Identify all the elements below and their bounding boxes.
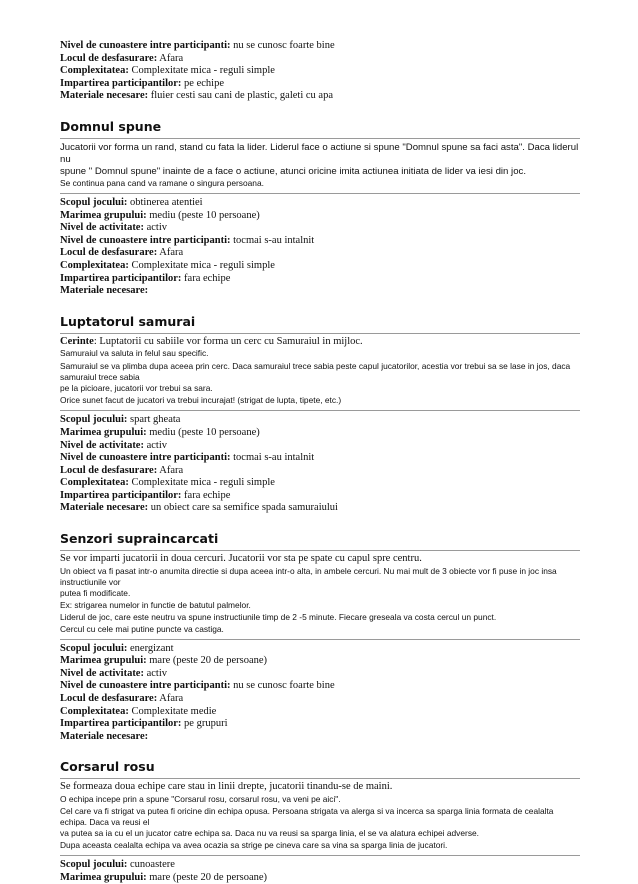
game-luptatorul-samurai	[60, 314, 580, 515]
game-senzori-supraincarcati	[60, 531, 580, 743]
divider	[60, 410, 580, 411]
game-title: Domnul spune	[60, 118, 162, 134]
meta-row: Materiale necesare: un obiect care sa semifice spada samuraiului	[60, 502, 338, 514]
game-notes: O echipa incepe prin a spune "Corsarul rosu, corsarul rosu, va veni pe aici". Cel care va fi strigat va putea fi oricine din echipa opusa. Persoana strigata va alerga si va incerca sa sparga linia formata de cealalta echipa. Daca va reusi el va putea sa ia cu el un jucator catre echipa sa. Daca nu va reusi sa sparga linia, el se va alatura echipei adverse. Dupa aceasta cealalta echipa va avea ocazia sa strige pe cineva care sa vina sa sparga linia de jucatori.	[60, 794, 554, 850]
meta-row: Impartirea participantilor: fara echipe	[60, 272, 231, 284]
game-meta	[60, 643, 580, 744]
game-intro: Cerinte: Luptatorii cu sabiile vor forma un cerc cu Samuraiul in mijloc.	[60, 335, 363, 347]
meta-row: Complexitatea: Complexitate medie	[60, 705, 217, 717]
meta-row: Materiale necesare:	[60, 730, 149, 742]
meta-row: Impartirea participantilor: pe echipe	[60, 77, 224, 89]
meta-row: Marimea grupului: mediu (peste 10 persoane)	[60, 209, 260, 221]
divider	[60, 550, 580, 551]
divider	[60, 193, 580, 194]
meta-row: Locul de desfasurare: Afara	[60, 52, 184, 64]
game-description: Jucatorii vor forma un rand, stand cu fata la lider. Liderul face o actiune si spune "Domnul spune sa faci asta". Daca liderul nu spune " Domnul spune" inainte de a face o actiune, atunci oricine imita actiunea initiata de lider va iesi din joc.	[60, 141, 579, 177]
divider	[60, 855, 580, 856]
meta-row: Complexitatea: Complexitate mica - reguli simple	[60, 65, 275, 77]
game-notes: Un obiect va fi pasat intr-o anumita directie si dupa aceea intr-o alta, in ambele cercuri. Nu mai mult de 3 obiecte vor fi puse in joc insa instructiunile vor putea fi modificate. Ex: strigarea numelor in functie de batutul palmelor. Liderul de joc, care este neutru va spune instructiunile timp de 2 -5 minute. Fiecare greseala va costa cercul un punct. Cercul cu cele mai putine puncte va castiga.	[60, 565, 557, 634]
game-intro: Se formeaza doua echipe care stau in linii drepte, jucatorii tinandu-se de maini.	[60, 781, 393, 793]
meta-row: Complexitatea: Complexitate mica - reguli simple	[60, 259, 275, 271]
meta-row: Marimea grupului: mediu (peste 10 persoane)	[60, 426, 260, 438]
meta-row: Impartirea participantilor: pe grupuri	[60, 718, 228, 730]
meta-row: Locul de desfasurare: Afara	[60, 693, 184, 705]
meta-row: Nivel de cunoastere intre participanti: tocmai s-au intalnit	[60, 234, 315, 246]
divider	[60, 138, 580, 139]
game-corsarul-rosu	[60, 759, 580, 884]
meta-row: Nivel de cunoastere intre participanti: nu se cunosc foarte bine	[60, 680, 335, 692]
divider	[60, 639, 580, 640]
game-intro: Se vor imparti jucatorii in doua cercuri. Jucatorii vor sta pe spate cu capul spre centru.	[60, 553, 422, 565]
meta-row: Nivel de activitate: activ	[60, 667, 168, 679]
divider	[60, 333, 580, 334]
meta-row: Impartirea participantilor: fara echipe	[60, 489, 231, 501]
game-meta	[60, 414, 580, 515]
meta-row: Nivel de activitate: activ	[60, 222, 168, 234]
game-domnul-spune	[60, 119, 580, 298]
divider	[60, 778, 580, 779]
game-title: Corsarul rosu	[60, 759, 155, 775]
meta-row: Materiale necesare:	[60, 285, 149, 297]
meta-row: Marimea grupului: mare (peste 20 de persoane)	[60, 871, 268, 883]
meta-row: Materiale necesare: fluier cesti sau cani de plastic, galeti cu apa	[60, 90, 333, 102]
meta-row: Locul de desfasurare: Afara	[60, 464, 184, 476]
meta-row: Marimea grupului: mare (peste 20 de persoane)	[60, 655, 268, 667]
game-title: Senzori supraincarcati	[60, 531, 219, 547]
meta-row: Scopul jocului: energizant	[60, 642, 174, 654]
meta-row: Nivel de cunoastere intre participanti: tocmai s-au intalnit	[60, 452, 315, 464]
document-page	[60, 40, 580, 884]
game-notes: Samuraiul va saluta in felul sau specific. Samuraiul se va plimba dupa aceea prin cerc. Daca samuraiul trece sabia peste capul jucatorilor, acestia vor trebui sa se lase in jos, daca samuraiul trece sabia pe la picioare, jucatorii vor trebui sa sara. Orice sunet facut de jucatori va trebui incurajat! (strigat de lupta, tipete, etc.)	[60, 348, 571, 406]
meta-row: Scopul jocului: obtinerea atentiei	[60, 196, 203, 208]
game-notes: Se continua pana cand va ramane o singura persoana.	[60, 177, 264, 188]
meta-row: Scopul jocului: spart gheata	[60, 414, 181, 426]
game-meta	[60, 859, 580, 884]
game-meta	[60, 197, 580, 298]
meta-row: Locul de desfasurare: Afara	[60, 247, 184, 259]
game-title: Luptatorul samurai	[60, 313, 196, 329]
meta-row: Complexitatea: Complexitate mica - reguli simple	[60, 477, 275, 489]
meta-row: Scopul jocului: cunoastere	[60, 859, 175, 870]
top-meta-block	[60, 40, 580, 103]
meta-row: Nivel de activitate: activ	[60, 439, 168, 451]
meta-row: Nivel de cunoastere intre participanti: nu se cunosc foarte bine	[60, 40, 335, 51]
